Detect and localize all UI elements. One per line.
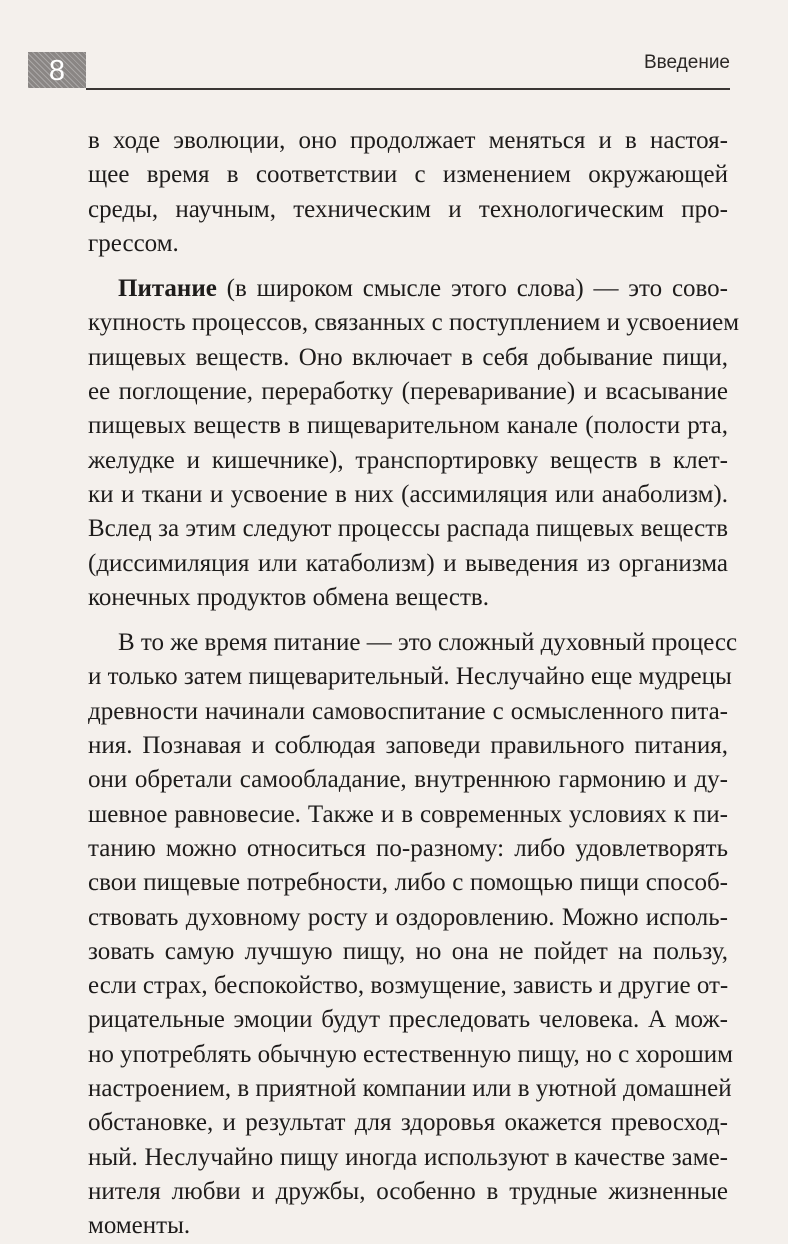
text-line: нителя любви и дружбы, особенно в трудные жизненные — [88, 1177, 728, 1205]
text-line: свои пищевые потребности, либо с помощью пищи способ- — [88, 869, 728, 897]
text-line: в ходе эволюции, оно продолжает меняться и в настоя- — [88, 127, 728, 154]
text-line: если страх, беспокойство, возмущение, зависть и другие от- — [88, 972, 729, 1000]
running-head: Введение — [643, 52, 730, 73]
text-line: ния. Познавая и соблюдая заповеди правильного питания, — [88, 732, 728, 760]
text-line: (диссимиляция или катаболизм) и выведения из организма — [88, 549, 728, 577]
text-line: ее поглощение, переработку (переваривание) и всасывание — [88, 378, 728, 406]
header-rule — [86, 88, 730, 90]
text-line: В то же время питание — это сложный духовный процесс — [118, 629, 738, 657]
text-line: и только затем пищеварительный. Неслучайно еще мудрецы — [88, 663, 732, 691]
text-line: пищевых веществ в пищеварительном канале (полости рта, — [88, 412, 728, 440]
body-text — [88, 124, 740, 1244]
text-line: пищевых веществ. Оно включает в себя добывание пищи, — [88, 343, 728, 371]
text-line: они обретали самообладание, внутреннюю гармонию и ду- — [88, 766, 728, 794]
text-line: ки и ткани и усвоение в них (ассимиляция или анаболизм). — [88, 480, 728, 508]
text-line — [88, 272, 728, 306]
text-line: щее время в соответствии с изменением окружающей — [88, 161, 728, 189]
text-line: зовать самую лучшую пищу, но она не пойдет на пользу, — [88, 937, 728, 965]
text-line: настроением, в приятной компании или в уютной домашней — [88, 1075, 732, 1103]
defined-term: Питание — [118, 275, 217, 303]
text-line: среды, научным, техническим и технологическим про- — [88, 195, 728, 223]
text-line: древности начинали самовоспитание с осмысленного пита- — [88, 697, 728, 725]
text-line: но употреблять обычную естественную пищу, но с хорошим — [88, 1040, 733, 1068]
text-line-rest: (в широком смысле этого слова) — это сово- — [216, 275, 728, 303]
paragraph-gap — [88, 615, 728, 626]
text-line: шевное равновесие. Также и в современных условиях к пи- — [88, 800, 728, 828]
text-line: желудке и кишечнике), транспортировку веществ в клет- — [88, 446, 728, 474]
text-line: купность процессов, связанных с поступлением и усвоением — [88, 309, 740, 337]
page-number: 8 — [48, 55, 66, 87]
paragraph-gap — [88, 261, 728, 272]
text-line: конечных продуктов обмена веществ. — [88, 583, 489, 611]
text-line: грессом. — [88, 229, 179, 257]
text-line: танию можно относиться по-разному: либо удовлетворять — [88, 834, 728, 862]
text-line: Вслед за этим следуют процессы распада пищевых веществ — [88, 515, 728, 543]
text-line: моменты. — [88, 1212, 191, 1240]
text-line: ствовать духовному росту и оздоровлению. Можно исполь- — [88, 903, 728, 931]
text-line: обстановке, и результат для здоровья окажется превосход- — [88, 1109, 728, 1137]
text-line: рицательные эмоции будут преследовать человека. А мож- — [88, 1006, 728, 1034]
text-line: ный. Неслучайно пищу иногда используют в качестве заме- — [88, 1143, 728, 1171]
